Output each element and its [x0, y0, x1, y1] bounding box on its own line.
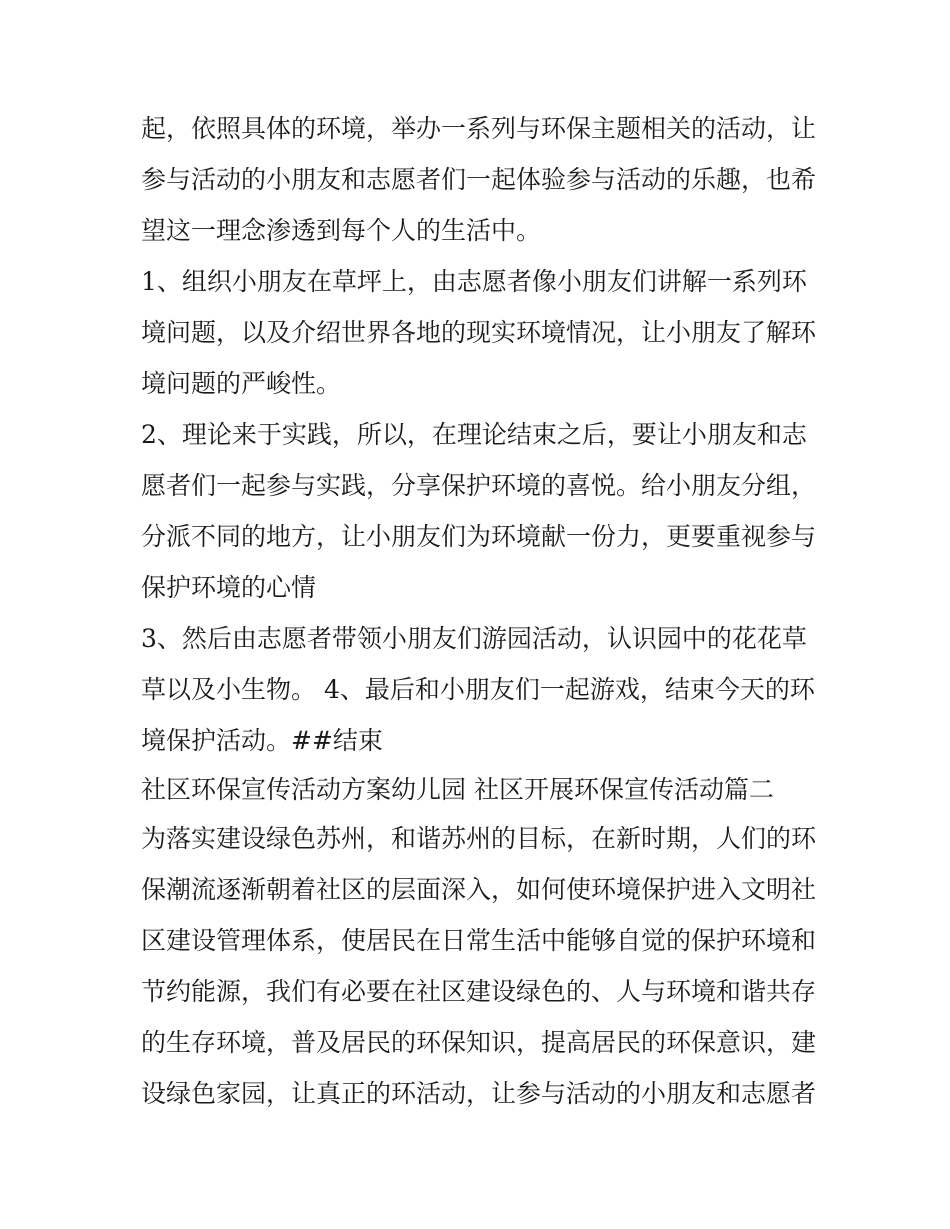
text-line: 分派不同的地方，让小朋友们为环境献一份力，更要重视参与	[141, 522, 817, 551]
text-line: 参与活动的小朋友和志愿者们一起体验参与活动的乐趣，也希	[141, 165, 817, 194]
text-line: 区建设管理体系，使居民在日常生活中能够自觉的保护环境和	[141, 926, 817, 955]
text-line: 起，依照具体的环境，举办一系列与环保主题相关的活动，让	[141, 114, 817, 143]
text-line: 境问题的严峻性。	[141, 369, 342, 398]
text-line: 保潮流逐渐朝着社区的层面深入，如何使环境保护进入文明社	[141, 875, 817, 904]
text-line: 设绿色家园，让真正的环活动，让参与活动的小朋友和志愿者	[141, 1079, 817, 1108]
text-line: 愿者们一起参与实践，分享保护环境的喜悦。给小朋友分组，	[141, 471, 817, 500]
text-line: 境保护活动。##结束	[141, 726, 383, 755]
text-line: 草以及小生物。 4、最后和小朋友们一起游戏，结束今天的环	[141, 675, 815, 704]
text-line: 的生存环境，普及居民的环保知识，提高居民的环保意识，建	[141, 1028, 817, 1057]
text-line: 为落实建设绿色苏州，和谐苏州的目标，在新时期，人们的环	[141, 824, 817, 853]
text-line: 望这一理念渗透到每个人的生活中。	[141, 216, 542, 245]
text-line: 境问题，以及介绍世界各地的现实环境情况，让小朋友了解环	[141, 318, 817, 347]
list-item-3: 3、然后由志愿者带领小朋友们游园活动，认识园中的花花草	[141, 624, 807, 653]
list-item-2: 2、理论来于实践，所以，在理论结束之后，要让小朋友和志	[141, 420, 807, 449]
text-line: 保护环境的心情	[141, 573, 317, 602]
section-heading: 社区环保宣传活动方案幼儿园 社区开展环保宣传活动篇二	[141, 775, 774, 804]
text-line: 节约能源，我们有必要在社区建设绿色的、人与环境和谐共存	[141, 977, 817, 1006]
list-item-1: 1、组织小朋友在草坪上，由志愿者像小朋友们讲解一系列环	[141, 267, 807, 296]
